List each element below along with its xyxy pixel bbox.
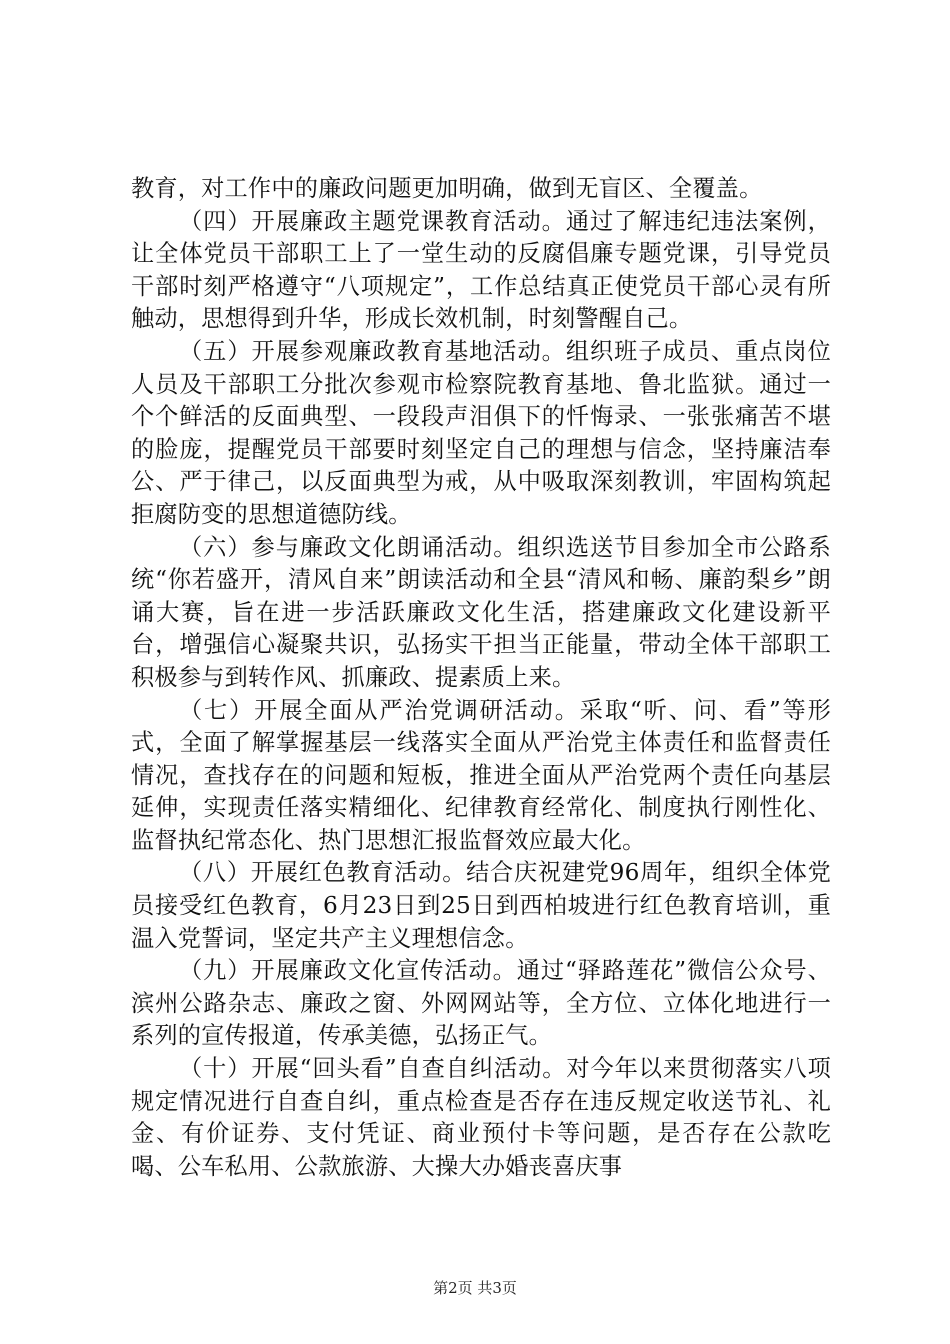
paragraph-item-6: （六）参与廉政文化朗诵活动。组织选送节目参加全市公路系统“你若盛开，清风自来”朗读活动和全县“清风和畅、廉韵梨乡”朗诵大赛，旨在进一步活跃廉政文化生活，搭建廉政文化建设新平台，增强信心凝聚共识，弘扬实干担当正能量，带动全体干部职工积极参与到转作风、抓廉政、提素质上来。 <box>131 533 831 691</box>
paragraph-item-5: （五）开展参观廉政教育基地活动。组织班子成员、重点岗位人员及干部职工分批次参观市检察院教育基地、鲁北监狱。通过一个个鲜活的反面典型、一段段声泪俱下的忏悔录、一张张痛苦不堪的脸庞，提醒党员干部要时刻坚定自己的理想与信念，坚持廉洁奉公、严于律己，以反面典型为戒，从中吸取深刻教训，牢固构筑起拒腐防变的思想道德防线。 <box>131 337 831 528</box>
document-body <box>131 173 831 1183</box>
page-number-footer: 第2页 共3页 <box>433 1279 517 1297</box>
paragraph-continuation: 教育，对工作中的廉政问题更加明确，做到无盲区、全覆盖。 <box>131 175 763 202</box>
paragraph-item-9: （九）开展廉政文化宣传活动。通过“驿路莲花”微信公众号、滨州公路杂志、廉政之窗、外网网站等，全方位、立体化地进行一系列的宣传报道，传承美德，弘扬正气。 <box>131 957 831 1050</box>
paragraph-item-8: （八）开展红色教育活动。结合庆祝建党96周年，组织全体党员接受红色教育，6月23日到25日到西柏坡进行红色教育培训，重温入党誓词，坚定共产主义理想信念。 <box>131 859 831 952</box>
paragraph-item-4: （四）开展廉政主题党课教育活动。通过了解违纪违法案例，让全体党员干部职工上了一堂生动的反腐倡廉专题党课，引导党员干部时刻严格遵守“八项规定”，工作总结真正使党员干部心灵有所触动，思想得到升华，形成长效机制，时刻警醒自己。 <box>131 207 831 333</box>
paragraph-item-10: （十）开展“回头看”自查自纠活动。对今年以来贯彻落实八项规定情况进行自查自纠，重点检查是否存在违反规定收送节礼、礼金、有价证券、支付凭证、商业预付卡等问题，是否存在公款吃喝、公车私用、公款旅游、大操大办婚丧喜庆事 <box>131 1055 831 1180</box>
paragraph-item-7: （七）开展全面从严治党调研活动。采取“听、问、看”等形式，全面了解掌握基层一线落实全面从严治党主体责任和监督责任情况，查找存在的问题和短板，推进全面从严治党两个责任向基层延伸，实现责任落实精细化、纪律教育经常化、制度执行刚性化、监督执纪常态化、热门思想汇报监督效应最大化。 <box>131 696 831 854</box>
